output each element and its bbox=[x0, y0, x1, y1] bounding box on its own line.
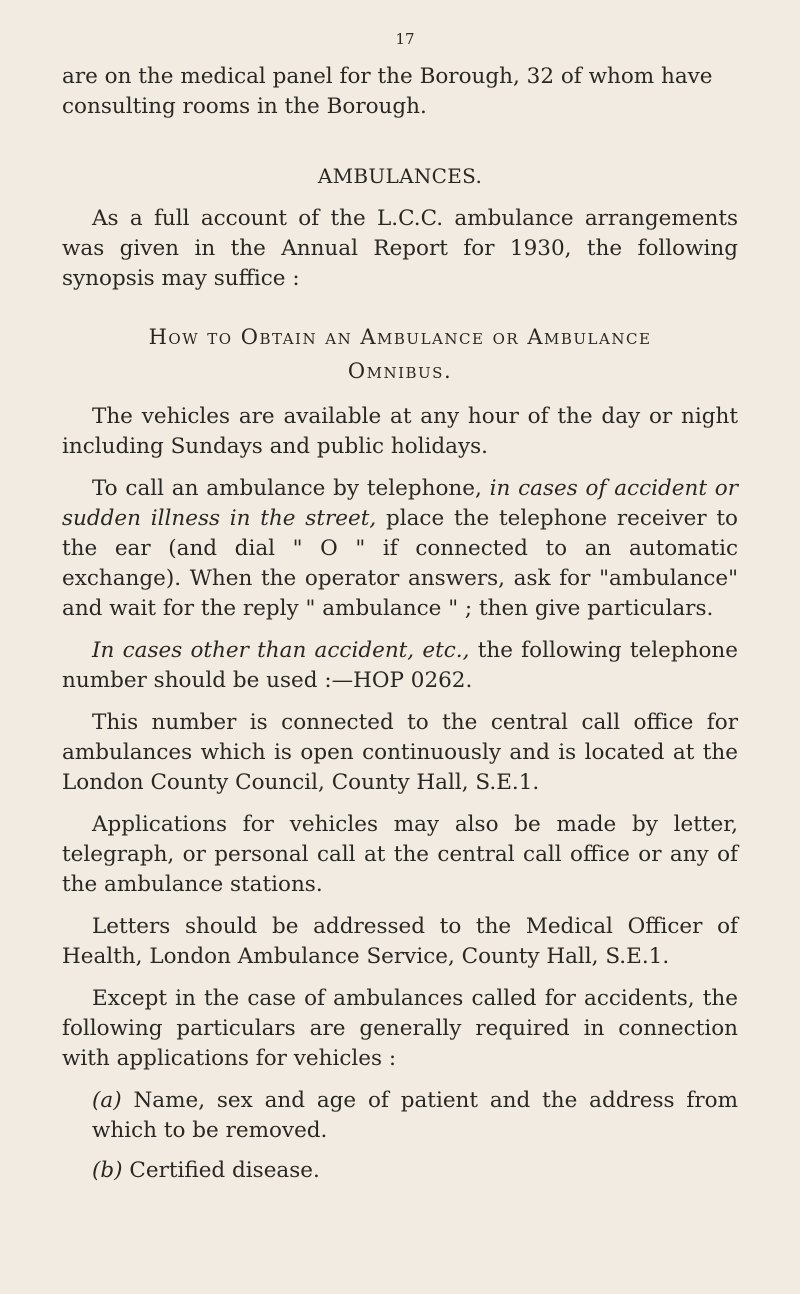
subheading-line-1: How to Obtain an Ambulance or Ambulance bbox=[148, 325, 652, 349]
list-item-text: Name, sex and age of patient and the address from which to be removed. bbox=[92, 1088, 738, 1143]
list-item-label: (a) bbox=[92, 1088, 122, 1113]
subheading bbox=[62, 320, 738, 388]
paragraph-other-cases-end: the following telephone number should be used :—HOP 0262. bbox=[62, 638, 738, 693]
paragraph-telephone bbox=[62, 474, 738, 624]
page-number: 17 bbox=[395, 30, 415, 48]
paragraph-applications: Applications for vehicles may also be made by letter, telegraph, or personal call at the central call office or any of the ambulance stations. bbox=[62, 812, 738, 897]
paragraph-other-cases-italic: In cases other than accident, etc., bbox=[92, 638, 470, 663]
paragraph-telephone-end: place the telephone receiver to the ear (and dial " O " if connected to an automatic exchange). When the operator answers, ask for "ambulance" and wait for the reply " ambulance " ; then give particulars. bbox=[62, 506, 738, 621]
paragraph-telephone-italic: in cases of accident or sudden illness in the street, bbox=[62, 476, 738, 531]
paragraph-other-cases bbox=[62, 636, 738, 696]
paragraph-central-office: This number is connected to the central call office for ambulances which is open continuously and is located at the London County Council, County Hall, S.E.1. bbox=[62, 710, 738, 795]
paragraph-letters: Letters should be addressed to the Medical Officer of Health, London Ambulance Service, County Hall, S.E.1. bbox=[62, 914, 738, 969]
paragraph-availability: The vehicles are available at any hour of the day or night including Sundays and public holidays. bbox=[62, 404, 738, 459]
list-item-label: (b) bbox=[92, 1158, 123, 1183]
intro-paragraph: are on the medical panel for the Borough, 32 of whom have consulting rooms in the Borough. bbox=[62, 64, 713, 119]
list-item-text: Certified disease. bbox=[129, 1158, 320, 1183]
paragraph-particulars: Except in the case of ambulances called for accidents, the following particulars are generally required in connection with applications for vehicles : bbox=[62, 986, 738, 1071]
section-heading: AMBULANCES. bbox=[317, 164, 483, 188]
subheading-line-2: Omnibus. bbox=[347, 359, 453, 383]
list-item-a bbox=[62, 1086, 738, 1146]
paragraph-telephone-start: To call an ambulance by telephone, bbox=[92, 476, 490, 501]
list-item-b bbox=[62, 1156, 738, 1186]
section-lead-paragraph: As a full account of the L.C.C. ambulance arrangements was given in the Annual Report for 1930, the following synopsis may suffice : bbox=[62, 206, 738, 291]
